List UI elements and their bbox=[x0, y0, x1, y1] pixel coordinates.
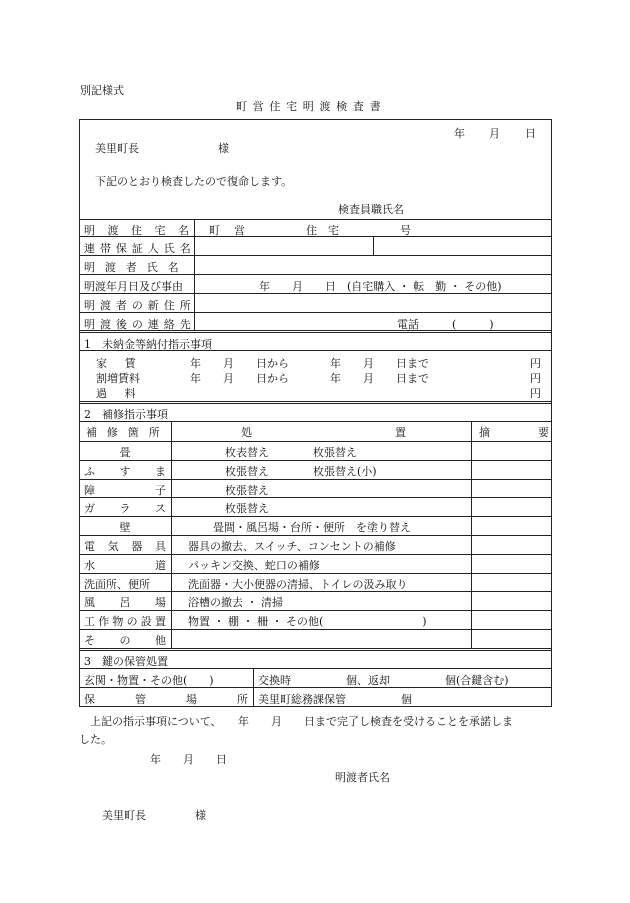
repair-action: 枚表替え 枚張替え bbox=[225, 446, 357, 459]
glyph: の bbox=[119, 634, 131, 647]
glyph: 、 bbox=[117, 577, 128, 591]
glyph: 場 bbox=[186, 693, 197, 706]
glyph: 洗 bbox=[84, 577, 95, 591]
repair-action: 器具の撤去、スイッチ、コンセントの補修 bbox=[188, 540, 396, 553]
s1-label-extra: 割増賃料 bbox=[96, 372, 140, 385]
repair-location bbox=[84, 594, 166, 610]
s1-unit-fine: 円 bbox=[530, 387, 541, 400]
rule bbox=[79, 497, 552, 498]
s1-label-rent: 家賃 bbox=[96, 357, 154, 370]
consent-line-2: した。 bbox=[79, 733, 112, 746]
vacater-label: 明渡者氏名 bbox=[84, 261, 189, 274]
repair-location bbox=[84, 444, 166, 460]
repair-location bbox=[84, 613, 166, 629]
glyph: す bbox=[119, 464, 131, 478]
header-honorific: 様 bbox=[218, 142, 229, 155]
glyph: ま bbox=[155, 464, 166, 478]
s1-to-rent: 年 月 日まで bbox=[330, 357, 429, 370]
repair-location bbox=[84, 576, 166, 592]
rule bbox=[79, 668, 552, 669]
new-address-label: 明渡者の新住所 bbox=[84, 299, 196, 312]
repair-location bbox=[84, 632, 166, 648]
phone-label: 電話 bbox=[397, 318, 419, 331]
glyph: 名 bbox=[178, 224, 189, 237]
glyph: 他 bbox=[155, 634, 166, 647]
glyph: 面 bbox=[95, 577, 106, 591]
vacater-name-label: 明渡者氏名 bbox=[335, 771, 390, 784]
inspector-label: 検査員職氏名 bbox=[338, 203, 404, 216]
house-value-3: 住 bbox=[306, 224, 317, 237]
section3-heading: 3 鍵の保管処置 bbox=[84, 655, 168, 668]
house-name-label bbox=[84, 222, 189, 238]
glyph: ラ bbox=[119, 502, 131, 516]
phone-parens: ( ) bbox=[452, 318, 494, 331]
repair-action: 枚張替え bbox=[225, 502, 269, 516]
footer-addressee: 美里町長 bbox=[102, 809, 146, 822]
rule bbox=[79, 629, 552, 630]
glyph: 壁 bbox=[119, 521, 131, 535]
glyph: 具 bbox=[154, 540, 166, 553]
rule bbox=[79, 516, 552, 517]
section1-heading: 1 未納金等納付指示事項 bbox=[84, 338, 212, 351]
glyph: ガ bbox=[84, 502, 95, 516]
header-addressee: 美里町長 bbox=[95, 142, 139, 155]
glyph: 工 bbox=[84, 615, 95, 629]
repair-location bbox=[84, 519, 166, 535]
rule bbox=[79, 421, 552, 422]
header-date-day: 日 bbox=[525, 127, 536, 140]
repair-location bbox=[84, 463, 166, 479]
date-reason-value: 年 月 日 (自宅購入 ・ 転 勤 ・ その他) bbox=[259, 280, 502, 293]
rule bbox=[79, 610, 552, 611]
glyph: 所 bbox=[139, 577, 150, 591]
glyph: ふ bbox=[84, 464, 95, 478]
glyph: 畳 bbox=[119, 446, 131, 459]
rule bbox=[79, 350, 552, 351]
footer-date: 年 月 日 bbox=[150, 753, 227, 766]
house-value-5: 号 bbox=[400, 224, 411, 237]
rule bbox=[79, 554, 552, 555]
document-title: 町 営 住 宅 明 渡 検 査 書 bbox=[236, 100, 382, 113]
consent-line-1: 上記の指示事項について、 年 月 日まで完了し検査を受けることを承諾しま bbox=[90, 715, 514, 728]
glyph: 渡 bbox=[107, 224, 119, 237]
repair-location bbox=[84, 500, 166, 516]
rule bbox=[79, 573, 552, 574]
glyph: ス bbox=[155, 502, 166, 516]
repair-location bbox=[84, 482, 166, 498]
glyph: 場 bbox=[155, 596, 166, 610]
storage-value: 美里町総務課保管 個 bbox=[258, 693, 412, 706]
glyph: 作 bbox=[98, 615, 110, 629]
glyph: 気 bbox=[107, 540, 119, 553]
rule bbox=[373, 236, 374, 255]
s1-label-fine: 過料 bbox=[96, 387, 154, 400]
guarantor-label: 連帯保証人氏名 bbox=[84, 242, 196, 255]
glyph: 便 bbox=[128, 577, 139, 591]
repair-action: 浴槽の撤去 ・ 清掃 bbox=[188, 596, 283, 610]
key-type: 玄関・物置・その他( ) bbox=[84, 674, 214, 687]
repair-action: 枚張替え 枚張替え(小) bbox=[225, 464, 377, 478]
rule bbox=[79, 401, 552, 404]
glyph: 管 bbox=[135, 693, 146, 706]
repair-action: 物置 ・ 棚 ・ 柵 ・ その他( ) bbox=[188, 615, 427, 629]
glyph: 明 bbox=[84, 224, 95, 237]
col-action-left: 処 bbox=[241, 426, 252, 439]
col-action-right: 置 bbox=[395, 426, 406, 439]
glyph: 電 bbox=[84, 540, 95, 553]
glyph: 宅 bbox=[154, 224, 166, 237]
rule bbox=[79, 648, 552, 651]
rule bbox=[253, 668, 254, 707]
house-value-2: 営 bbox=[234, 224, 245, 237]
glyph: 物 bbox=[112, 615, 124, 629]
s1-from-extra: 年 月 日から bbox=[190, 372, 289, 385]
s1-unit-extra: 円 bbox=[530, 372, 541, 385]
col-location: 補修箇所 bbox=[86, 426, 170, 439]
repair-action: 洗面器・大小便器の清掃、トイレの汲み取り bbox=[188, 577, 408, 591]
house-value-1: 町 bbox=[209, 224, 220, 237]
house-value-4: 宅 bbox=[328, 224, 339, 237]
glyph: 保 bbox=[84, 693, 95, 706]
glyph: 設 bbox=[140, 615, 152, 629]
glyph: 住 bbox=[131, 224, 142, 237]
rule bbox=[79, 219, 552, 220]
glyph: の bbox=[126, 615, 138, 629]
rule bbox=[194, 219, 195, 330]
repair-action: パッキン交換、蛇口の補修 bbox=[188, 558, 320, 572]
glyph: 置 bbox=[154, 615, 166, 629]
glyph: 道 bbox=[155, 558, 166, 572]
glyph: 風 bbox=[84, 596, 95, 610]
key-exchange: 交換時 個、返却 個(合鍵含む) bbox=[258, 674, 509, 687]
glyph: 器 bbox=[131, 540, 143, 553]
s1-from-rent: 年 月 日から bbox=[190, 357, 289, 370]
header-statement: 下記のとおり検査したので復命します。 bbox=[95, 175, 293, 188]
s1-to-extra: 年 月 日まで bbox=[330, 372, 429, 385]
contact-label: 明渡後の連絡先 bbox=[84, 318, 196, 331]
glyph: 障 bbox=[84, 483, 95, 497]
glyph: そ bbox=[84, 634, 95, 647]
repair-action: 畳間・風呂場・台所・便所 を塗り替え bbox=[213, 521, 411, 535]
glyph: 呂 bbox=[119, 596, 131, 610]
glyph: 所 bbox=[237, 693, 248, 706]
col-remarks-left: 摘 bbox=[479, 426, 490, 439]
rule bbox=[79, 479, 552, 480]
col-remarks-right: 要 bbox=[538, 426, 549, 439]
glyph: 水 bbox=[84, 558, 95, 572]
rule bbox=[79, 441, 552, 442]
rule bbox=[79, 591, 552, 592]
section2-heading: 2 補修指示事項 bbox=[84, 408, 168, 421]
repair-location bbox=[84, 538, 166, 554]
glyph: 所 bbox=[106, 577, 117, 591]
glyph: 子 bbox=[155, 483, 166, 497]
header-date-month: 月 bbox=[489, 127, 500, 140]
header-date-year: 年 bbox=[454, 127, 465, 140]
repair-action: 枚張替え bbox=[225, 483, 269, 497]
rule bbox=[79, 460, 552, 461]
form-label: 別記様式 bbox=[80, 84, 124, 97]
rule bbox=[79, 535, 552, 536]
storage-label bbox=[84, 691, 248, 707]
footer-honorific: 様 bbox=[195, 809, 206, 822]
date-reason-label: 明渡年月日及び事由 bbox=[84, 280, 183, 293]
s1-unit-rent: 円 bbox=[530, 357, 541, 370]
repair-location bbox=[84, 557, 166, 573]
